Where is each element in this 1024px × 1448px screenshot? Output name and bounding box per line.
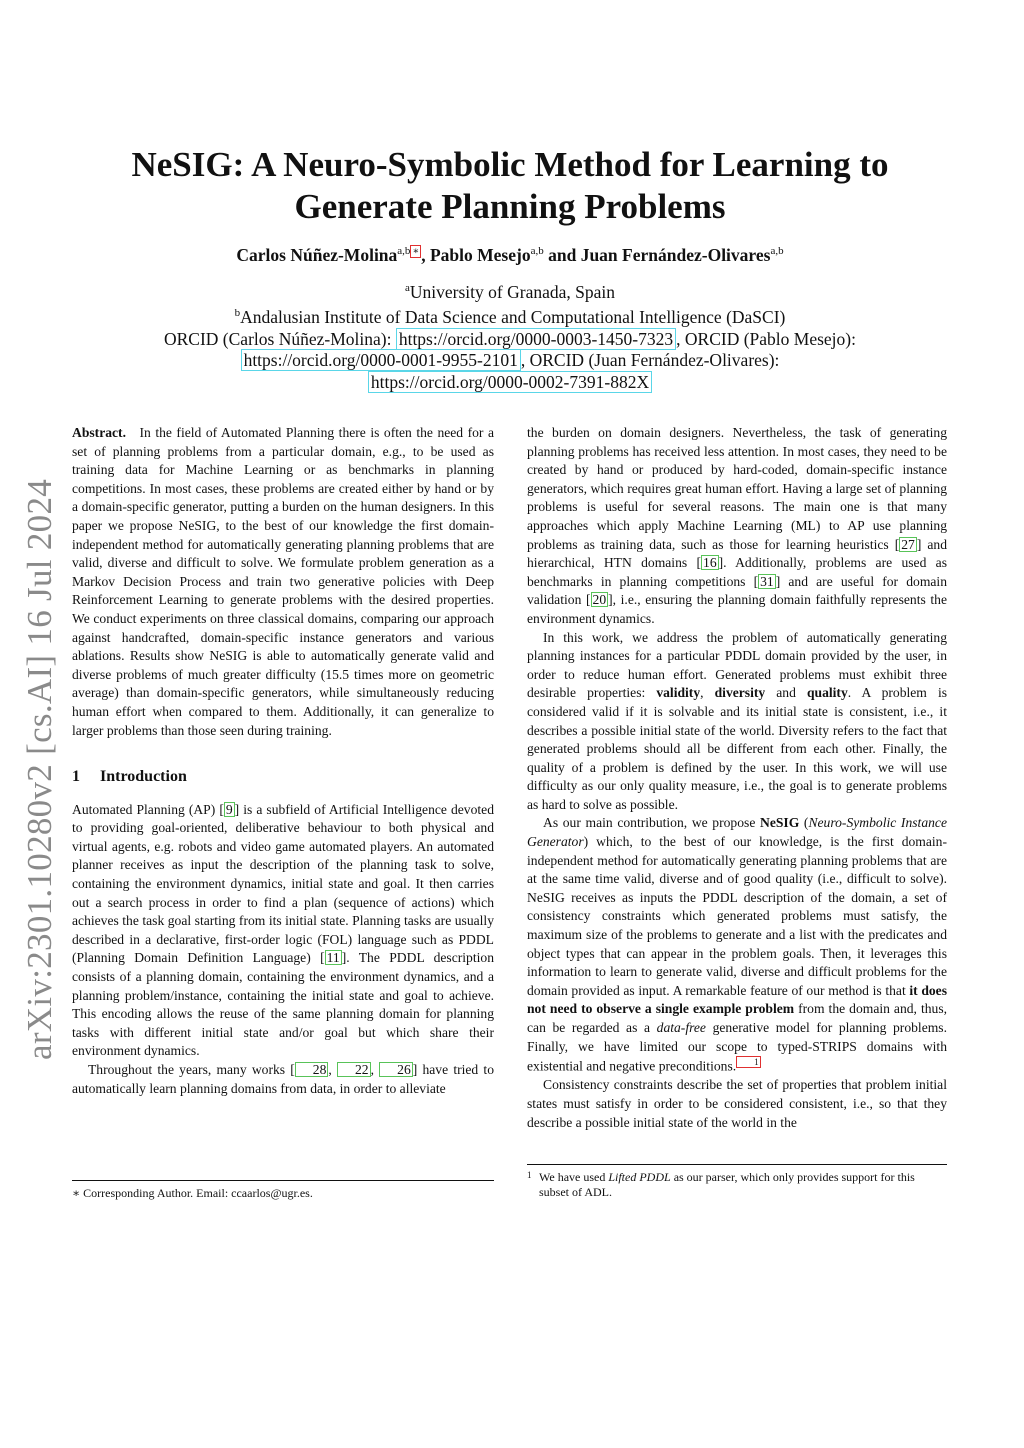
affiliations xyxy=(80,278,940,393)
text-run: ] is a subfield of Artificial Intelligence devoted to providing goal-oriented, deliberative behaviour to both physical and virtual agents, e.g. robots and video game automated players. An automated planner receives as input the description of the planning task to solve, containing the environment dynamics, initial state and goal. It then carries out a search process in order to find a plan (sequence of actions) which achieves the task goal starting from its initial state. Planning tasks are usually described in a declarative, first-order logic (FOL) language such as PDDL (Planning Domain Definition Language) [ xyxy=(72,801,495,966)
paragraph xyxy=(527,424,947,629)
orcid-link[interactable]: https://orcid.org/0000-0003-1450-7323 xyxy=(396,328,676,350)
author-separator: , xyxy=(421,244,430,265)
text-run: Consistency constraints describe the set of properties that problem initial states must satisfy in order to be considered consistent, i.e., so that they describe a possible initial state of the world in the xyxy=(527,1077,947,1130)
citation-link[interactable]: 20 xyxy=(592,592,607,608)
abstract-text: In the field of Automated Planning there is often the need for a set of planning problems from a particular domain, e.g., to be used as training data for Machine Learning or as benchmarks in planning competitions. In most cases, these problems are created either by hand or by a domain-specific generator, putting a burden on the human designers. In this paper we propose NeSIG, to the best of our knowledge the first domain-independent method for automatically generating planning problems that are valid, diverse and difficult to solve. We formulate problem generation as a Markov Decision Process and train two generative policies with Deep Reinforcement Learning to generate problems with the desired properties. We conduct experiments on three classical domains, comparing our approach against handcrafted, domain-specific instance generators and various ablations. Results show NeSIG is able to automatically generate valid and diverse problems of much greater difficulty (15.5 times more on geometric average) than domain-specific generators, while simultaneously reducing human effort when compared to them. Additionally, it can generalize to larger problems than those seen during training. xyxy=(72,425,494,738)
citation-link[interactable]: 28 xyxy=(295,1062,329,1077)
text-run: ] and hierarchical, HTN domains [ xyxy=(527,536,948,571)
text-run: , xyxy=(370,1062,380,1077)
abstract-label: Abstract. xyxy=(72,425,126,440)
text-run: as our parser, which only provides support for this subset of ADL. xyxy=(539,1170,915,1199)
footnote-divider xyxy=(527,1164,947,1165)
author-name: Carlos Núñez-Molina xyxy=(236,244,398,265)
affiliation-a: University of Granada, Spain xyxy=(409,281,615,302)
bold-term: NeSIG xyxy=(760,815,800,831)
footnote-1 xyxy=(527,1170,947,1199)
footnote-divider xyxy=(72,1180,494,1181)
left-column xyxy=(72,424,494,1098)
orcid-link[interactable]: https://orcid.org/0000-0001-9955-2101 xyxy=(241,349,521,371)
author-affil-sup: a,b xyxy=(397,245,411,257)
title-line-1: NeSIG: A Neuro-Symbolic Method for Learning to xyxy=(131,145,889,184)
citation-link[interactable]: 11 xyxy=(326,950,340,966)
text-run: and xyxy=(765,685,807,701)
italic-term: Lifted PDDL xyxy=(608,1170,671,1184)
affil-sup: b xyxy=(234,307,241,320)
footnote-link[interactable]: 1 xyxy=(736,1056,761,1068)
arxiv-stamp: arXiv:2301.10280v2 [cs.AI] 16 Jul 2024 xyxy=(20,478,59,1060)
section-heading xyxy=(72,768,494,787)
text-run: ] have tried to automatically learn planning domains from data, in order to alleviate xyxy=(72,1062,494,1096)
author-affil-sup: a,b xyxy=(770,245,784,257)
text-run: the burden on domain designers. Nevertheless, the task of generating planning problems has received less attention. In most cases, they need to be created by hand or produced by hard-coded, domain-specific instance generators, which requires great human effort. Having a large set of planning problems is useful for several reasons. The main one is that many approaches which apply Machine Learning (ML) to AP use planning problems as training data, such as those for learning heuristics [ xyxy=(527,425,947,552)
text-run: We have used xyxy=(539,1170,609,1184)
italic-term: data-free xyxy=(656,1020,706,1035)
text-run: As our main contribution, we propose xyxy=(543,815,760,831)
text-run: . A problem is considered valid if it is solvable and its initial state is consistent, i.e., it describes a possible initial state of the world. Diversity refers to the fact that generated problems should all be different from each other. Finally, the quality of a problem is defined by the user. In this work, we will use difficulty as our only quality measure, i.e., the goal is to generate problems as hard to solve as possible. xyxy=(527,685,948,812)
affiliation-b: Andalusian Institute of Data Science and Computational Intelligence (DaSCI) xyxy=(240,307,786,328)
citation-link[interactable]: 22 xyxy=(337,1062,371,1077)
text-run: Throughout the years, many works [ xyxy=(88,1062,295,1077)
citation-link[interactable]: 31 xyxy=(760,573,774,589)
footnote-text xyxy=(527,1170,947,1199)
citation-link[interactable]: 9 xyxy=(225,801,233,817)
text-run: ], i.e., ensuring the planning domain faithfully represents the environment dynamics. xyxy=(527,592,948,626)
bold-term: validity xyxy=(656,685,701,701)
paragraph xyxy=(72,801,494,1061)
paragraph xyxy=(72,1061,494,1098)
affil-sup: a xyxy=(405,282,410,294)
paper-title xyxy=(100,144,920,228)
text-run: ]. Additionally, problems are used as benchmarks in planning competitions [ xyxy=(527,555,947,589)
bold-term: it does not need to observe a single example problem xyxy=(527,982,948,1017)
paragraph xyxy=(527,1076,947,1132)
footnote-number: 1 xyxy=(527,1170,532,1180)
text-run: ( xyxy=(799,815,809,831)
abstract xyxy=(72,424,494,740)
author-name: Juan Fernández-Olivares xyxy=(580,244,771,265)
text-run: generative model for planning problems. Finally, we have limited our scope to typed-STRIPS domains with existential and negative preconditions. xyxy=(527,1020,947,1074)
author-list xyxy=(100,240,920,266)
text-run: ] and are useful for domain validation [ xyxy=(527,573,947,608)
right-column xyxy=(527,424,947,1132)
text-run: , xyxy=(328,1062,337,1077)
section-number: 1 xyxy=(72,768,80,786)
author-name: Pablo Mesejo xyxy=(429,244,531,265)
text-run: from the domain and, thus, can be regarded as a xyxy=(527,1001,948,1035)
orcid-label: , ORCID (Juan Fernández-Olivares): xyxy=(520,350,780,371)
citation-link[interactable]: 16 xyxy=(703,555,717,571)
author-affil-sup: a,b xyxy=(530,245,544,257)
citation-link[interactable]: 27 xyxy=(901,536,915,552)
corresponding-footnote-link[interactable]: ∗ xyxy=(412,246,420,257)
paragraph xyxy=(527,814,947,1076)
bold-term: quality xyxy=(806,685,848,701)
text-run: In this work, we address the problem of automatically generating planning instances for a particular PDDL domain provided by the user, in order to reduce human effort. Generated problems must exhibit three desirable properties: xyxy=(527,629,947,701)
text-run: , xyxy=(700,685,715,701)
orcid-label: ORCID (Carlos Núñez-Molina): xyxy=(163,328,396,349)
author-separator: and xyxy=(543,244,581,265)
text-run: Automated Planning (AP) [ xyxy=(72,801,224,817)
orcid-link[interactable]: https://orcid.org/0000-0002-7391-882X xyxy=(368,371,652,393)
bold-term: diversity xyxy=(714,685,766,701)
orcid-label: , ORCID (Pablo Mesejo): xyxy=(676,328,856,349)
text-run: ]. The PDDL description consists of a planning domain, containing the environment dynamics, and a planning problem/instance, containing the initial state and goal to achieve. This encoding allows the reuse of the same planning domain for planning tasks with different initial state and/or goal but which share their environment dynamics. xyxy=(72,950,495,1059)
footnote-corresponding: ∗ Corresponding Author. Email: ccaarlos@ugr.es. xyxy=(72,1186,313,1200)
text-run: ) which, to the best of our knowledge, is the first domain-independent method for automatically generating planning problems that are at the same time valid, diverse and of good quality (i.e., difficult to solve). NeSIG receives as inputs the PDDL description of the domain, a set of consistency constraints which generated problems must satisfy, the maximum size of the problems to generate and a list with the predicates and object types that can appear in the problem goals. Then, it leverages this information to learn to generate valid, diverse and difficult problems for the domain provided as input. A remarkable feature of our method is that xyxy=(527,834,947,998)
citation-link[interactable]: 26 xyxy=(379,1062,413,1077)
title-line-2: Generate Planning Problems xyxy=(294,187,726,226)
paragraph xyxy=(527,629,947,815)
section-title: Introduction xyxy=(100,768,187,786)
italic-term: Neuro-Symbolic Instance Generator xyxy=(527,815,947,850)
